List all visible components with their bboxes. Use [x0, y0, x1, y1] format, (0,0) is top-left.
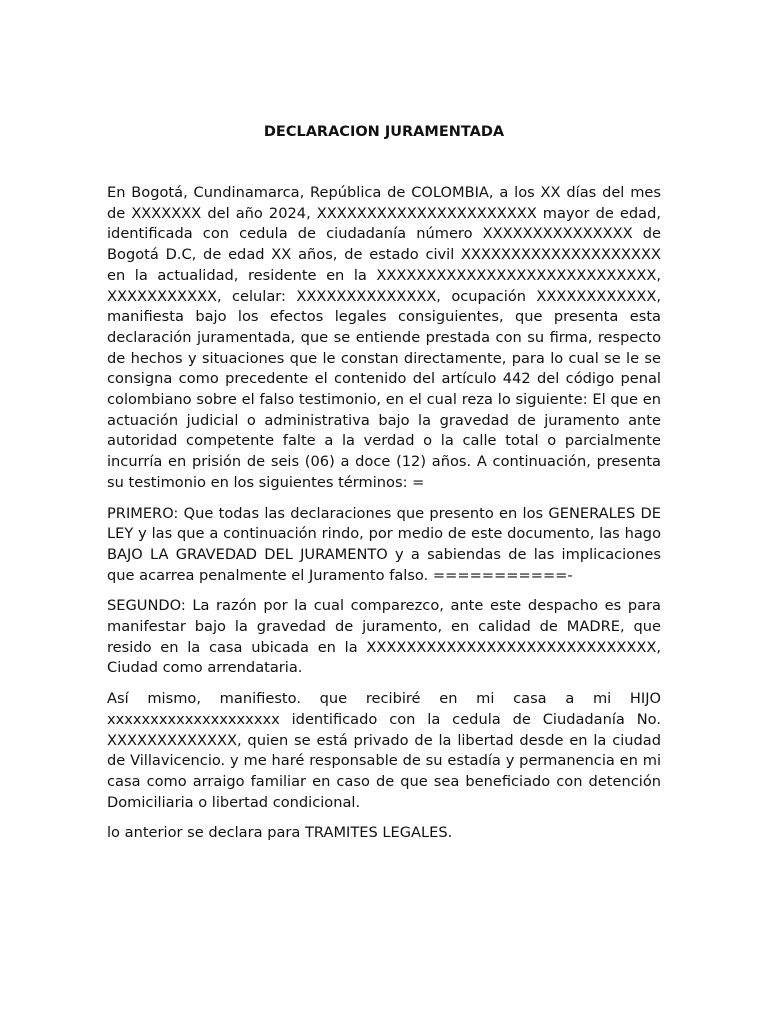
paragraph-primero: PRIMERO: Que todas las declaraciones que presento en los GENERALES DE LEY y las que a continuación rindo, por medio de este documento, las hago BAJO LA GRAVEDAD DEL JURAMENTO y a sabiendas de las implicaciones que acarrea penalmente el Juramento falso. ===========-	[107, 504, 661, 584]
document-body	[107, 183, 661, 854]
document-title: DECLARACION JURAMENTADA	[263, 124, 505, 140]
document-page	[107, 0, 661, 1024]
paragraph-intro: En Bogotá, Cundinamarca, República de COLOMBIA, a los XX días del mes de XXXXXXX del año 2024, XXXXXXXXXXXXXXXXXXXXXX mayor de edad, identificada con cedula de ciudadanía número XXXXXXXXXXXXXXX de Bogotá D.C, de edad XX años, de estado civil XXXXXXXXXXXXXXXXXXXX en la actualidad, residente en la XXXXXXXXXXXXXXXXXXXXXXXXXXXX, XXXXXXXXXXX, celular: XXXXXXXXXXXXXX, ocupación XXXXXXXXXXXX, manifiesta bajo los efectos legales consiguientes, que presenta esta declaración juramentada, que se entiende prestada con su firma, respecto de hechos y situaciones que le constan directamente, para lo cual se le se consigna como precedente el contenido del artículo 442 del código penal colombiano sobre el falso testimonio, en el cual reza lo siguiente: El que en actuación judicial o administrativa bajo la gravedad de juramento ante autoridad competente falte a la verdad o la calle total o parcialmente incurría en prisión de seis (06) a doce (12) años. A continuación, presenta su testimonio en los siguientes términos: =	[107, 184, 661, 491]
paragraph-closing: lo anterior se declara para TRAMITES LEGALES.	[107, 824, 453, 842]
paragraph-segundo: SEGUNDO: La razón por la cual comparezco, ante este despacho es para manifestar bajo la gravedad de juramento, en calidad de MADRE, que resido en la casa ubicada en la XXXXXXXXXXXXXXXXXXXXXXXXXXXXX, Ciudad como arrendataria.	[107, 597, 661, 677]
paragraph-asi-mismo: Así mismo, manifiesto. que recibiré en mi casa a mi HIJO xxxxxxxxxxxxxxxxxxxx identificado con la cedula de Ciudadanía No. XXXXXXXXXXXXX, quien se está privado de la libertad desde en la ciudad de Villavicencio. y me haré responsable de su estadía y permanencia en mi casa como arraigo familiar en caso de que sea beneficiado con detención Domiciliaria o libertad condicional.	[107, 690, 661, 811]
